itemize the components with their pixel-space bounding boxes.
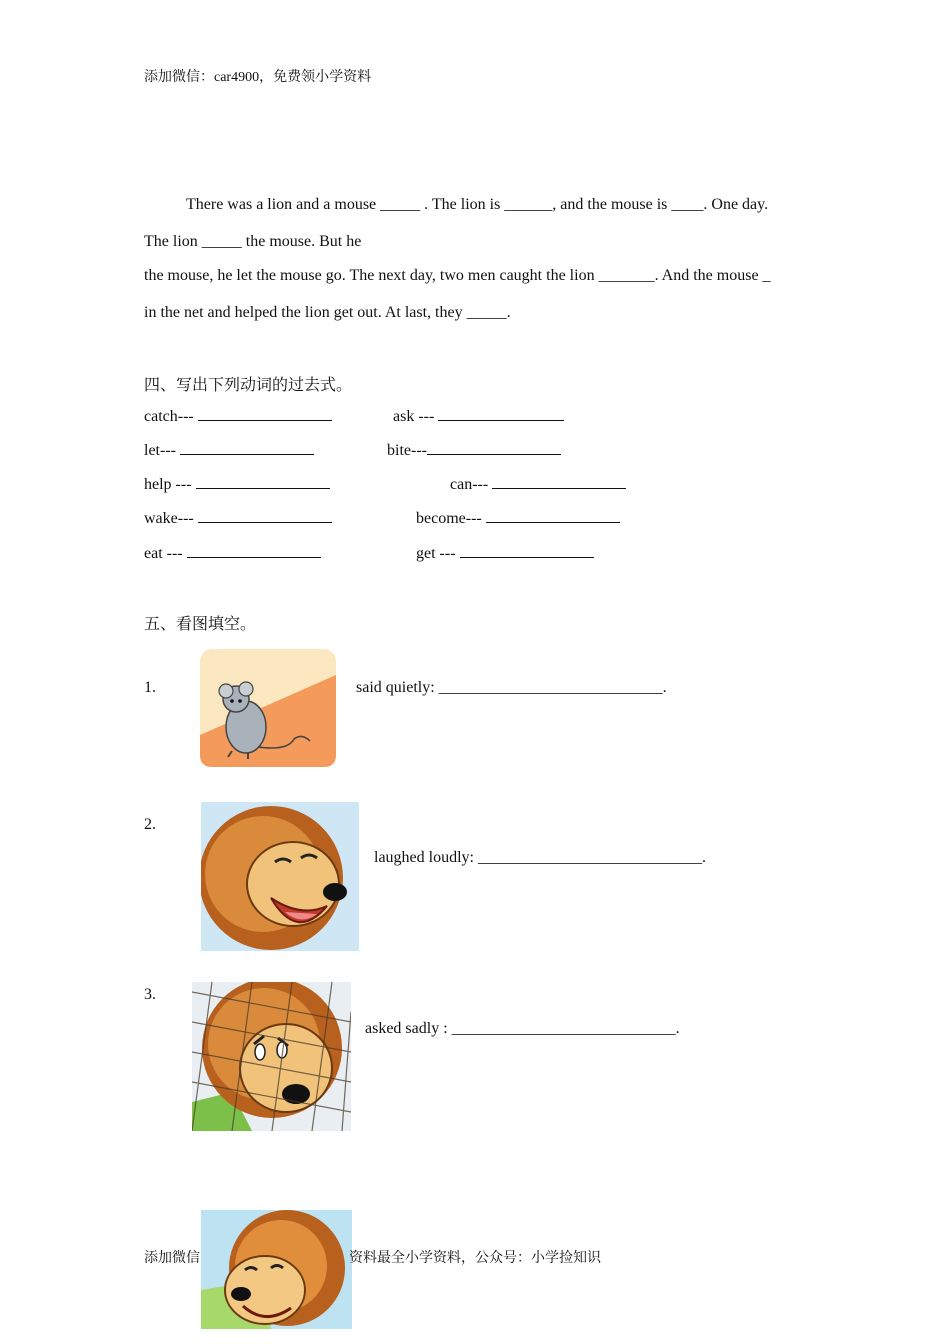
answer-blank[interactable] — [187, 543, 321, 558]
header-watermark: 添加微信：car4900，免费领小学资料 — [144, 70, 372, 85]
answer-blank[interactable] — [196, 474, 330, 489]
verb-item — [450, 474, 626, 494]
answer-blank[interactable] — [486, 508, 620, 523]
verb-label: can--- — [450, 476, 489, 493]
item-number: 2. — [144, 816, 156, 833]
answer-blank[interactable] — [198, 406, 332, 421]
passage-line-4: in the net and helped the lion get out. At last, they _____. — [144, 304, 511, 321]
verb-item — [144, 406, 332, 426]
verb-label: let--- — [144, 442, 176, 459]
mouse-illustration — [198, 647, 338, 769]
answer-blank[interactable] — [427, 440, 561, 455]
footer-watermark-left: 添加微信 — [144, 1251, 200, 1266]
answer-blank[interactable] — [198, 508, 332, 523]
verb-label: become--- — [416, 510, 482, 527]
verb-item — [144, 474, 330, 494]
smiling-lion-illustration — [201, 1210, 352, 1329]
verb-item — [144, 508, 332, 528]
answer-blank[interactable] — [492, 474, 626, 489]
section-4-title: 四、写出下列动词的过去式。 — [144, 377, 353, 394]
verb-item — [387, 440, 561, 460]
verb-item — [416, 543, 594, 563]
answer-blank[interactable] — [460, 543, 594, 558]
item-prompt: asked sadly : ____________________________. — [365, 1020, 680, 1037]
verb-item — [393, 406, 564, 426]
verb-label: help --- — [144, 476, 192, 493]
sad-lion-in-net-illustration — [192, 982, 351, 1131]
verb-label: ask --- — [393, 408, 435, 425]
item-number: 1. — [144, 679, 156, 696]
verb-label: eat --- — [144, 545, 183, 562]
laughing-lion-illustration — [201, 802, 359, 951]
verb-label: wake--- — [144, 510, 194, 527]
section-5-title: 五、看图填空。 — [144, 616, 257, 633]
footer-watermark-right: 资料最全小学资料，公众号：小学捡知识 — [349, 1251, 601, 1266]
verb-item — [144, 440, 314, 460]
answer-blank[interactable] — [180, 440, 314, 455]
verb-label: get --- — [416, 545, 456, 562]
verb-label: bite--- — [387, 442, 427, 459]
verb-item — [416, 508, 620, 528]
item-prompt: said quietly: ____________________________. — [356, 679, 667, 696]
passage-line-2: The lion _____ the mouse. But he — [144, 233, 362, 250]
passage-line-1: There was a lion and a mouse _____ . The lion is ______, and the mouse is ____. One day. — [186, 196, 769, 213]
item-number: 3. — [144, 986, 156, 1003]
item-prompt: laughed loudly: ____________________________. — [374, 849, 706, 866]
verb-label: catch--- — [144, 408, 194, 425]
passage-line-3: the mouse, he let the mouse go. The next day, two men caught the lion _______. And the mouse _ — [144, 267, 771, 284]
verb-item — [144, 543, 321, 563]
answer-blank[interactable] — [438, 406, 564, 421]
